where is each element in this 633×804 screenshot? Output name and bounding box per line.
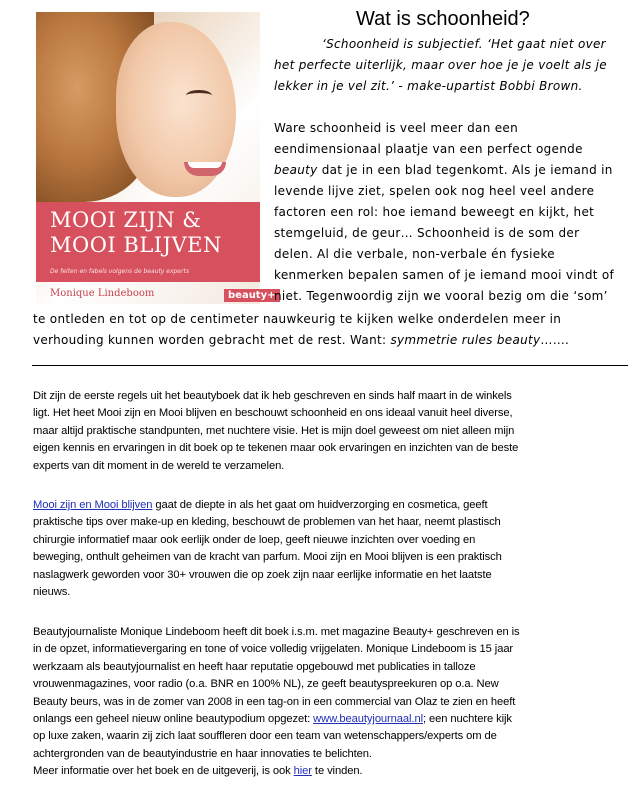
paragraph-text: gaat de diepte in als het gaat om huidverzorging en cosmetica, geeft (152, 499, 488, 511)
book-title-link[interactable]: Mooi zijn en Mooi blijven (33, 499, 153, 511)
paragraph-line: maar altijd praktische standpunten, met nuchtere visie. Het is mijn doel geweest om niet alleen mijn (33, 424, 515, 437)
intro-paragraph-line: delen. Al die verbale, non-verbale én fysieke (274, 247, 555, 261)
paragraph-line: beweging, onthult geheimen van de kracht van parfum. Mooi zijn en Mooi blijven is een praktisch (33, 551, 502, 564)
paragraph-line: nieuws. (33, 585, 71, 598)
intro-paragraph-line (274, 160, 613, 181)
paragraph-line: werkzaam als beautyjournalist en heeft haar reputatie opgebouwd met publicaties in talloze (33, 660, 476, 673)
paragraph-text: ; een nuchtere kijk (422, 712, 512, 725)
cover-eye (186, 90, 212, 101)
intro-paragraph-line (33, 330, 569, 351)
intro-text: verhouding kunnen worden gebracht met de rest. Want: (33, 333, 391, 347)
body-paragraph-2 (33, 497, 633, 601)
page-title: Wat is schoonheid? (356, 8, 530, 30)
intro-text: ……. (540, 333, 570, 347)
paragraph-line: Dit zijn de eerste regels uit het beautyboek dat ik heb geschreven en sinds half maart in de winkels (33, 390, 512, 402)
intro-paragraph-line: stemgeluid, de geur… Schoonheid is de som der (274, 226, 580, 240)
intro-quote-line: het perfecte uiterlijk, maar over hoe je je voelt als je (274, 58, 607, 72)
paragraph-line (33, 763, 633, 780)
cover-subtitle: De feiten en fabels volgens de beauty experts (50, 268, 189, 275)
intro-paragraph-line: kenmerken bepalen samen of je iemand mooi vindt of (274, 268, 615, 282)
paragraph-line: Beauty beurs, was in de zomer van 2008 in een tag-on in een commercial van Olaz te zien en heeft (33, 695, 516, 708)
cover-title-line1: MOOI ZIJN & (50, 208, 202, 232)
paragraph-line: naslagwerk geworden voor 30+ vrouwen die op zoek zijn naar eerlijke informatie en het laatste (33, 568, 492, 581)
intro-paragraph-line: eendimensionaal plaatje van een perfect ogende (274, 142, 583, 156)
more-info-link[interactable]: hier (293, 765, 312, 778)
paragraph-line (33, 711, 633, 728)
intro-paragraph-line: Ware schoonheid is veel meer dan een (274, 121, 518, 135)
intro-paragraph-line: te ontleden en tot op de centimeter nauwkeurig te kijken welke onderdelen meer in (33, 312, 562, 326)
paragraph-line: praktische tips over make-up en kleding, beschouwt de problemen van het haar, neemt plastisch (33, 516, 501, 529)
paragraph-line: in de opzet, informatievergaring en tone of voice volledig vrijgelaten. Monique Lindeboom is 15 jaar (33, 643, 514, 656)
cover-title-line2: MOOI BLIJVEN (50, 233, 222, 257)
paragraph-text: te vinden. (311, 765, 363, 778)
intro-paragraph-line: niet. Tegenwoordig zijn we vooral bezig om die ‘som’ (274, 289, 608, 303)
paragraph-line (33, 497, 633, 514)
paragraph-line: Beautyjournaliste Monique Lindeboom heeft dit boek i.s.m. met magazine Beauty+ geschreven en is (33, 626, 520, 638)
intro-paragraph-line: factoren een rol: hoe iemand beweegt en kijkt, het (274, 205, 595, 219)
beautyjournaal-link[interactable]: www.beautyjournaal.nl (313, 712, 423, 725)
intro-text: dat je in een blad tegenkomt. Als je iemand in (317, 163, 613, 177)
cover-brand-logo: beauty+ (224, 289, 280, 302)
paragraph-text: onlangs een geheel nieuw online beautypodium opgezet: (33, 712, 314, 725)
cover-author: Monique Lindeboom (50, 288, 155, 299)
paragraph-line: ligt. Het heet Mooi zijn en Mooi blijven en beschouwt schoonheid en ons ideaal vanuit heel diverse, (33, 407, 513, 420)
book-cover-image (36, 12, 276, 304)
cover-teeth (188, 162, 222, 168)
paragraph-line: vrouwenmagazines, voor radio (o.a. BNR en 100% NL), ze geeft beautyspreekuren op o.a. New (33, 678, 499, 691)
paragraph-line: achtergronden van de beautyindustrie en haar innovaties te belichten. (33, 747, 372, 760)
horizontal-divider (32, 365, 628, 366)
body-paragraph-3 (33, 624, 633, 781)
intro-quote-line: lekker in je vel zit.’ - make-upartist Bobbi Brown. (274, 79, 583, 93)
intro-emphasis: symmetrie rules beauty (390, 333, 541, 347)
paragraph-line: chirurgie informatief maar ook eerlijk onder de loep, geeft nieuwe inzichten over voeding en (33, 533, 476, 546)
intro-quote-line: ‘Schoonheid is subjectief. ‘Het gaat niet over (322, 37, 606, 51)
paragraph-text: Meer informatie over het boek en de uitgeverij, is ook (33, 765, 294, 778)
intro-emphasis: beauty (274, 163, 318, 177)
body-paragraph-1 (33, 388, 633, 475)
intro-paragraph-line: levende lijve ziet, spelen ook nog heel veel andere (274, 184, 595, 198)
paragraph-line: op luxe zaken, waarin zij zich laat souffleren door een team van wetenschappers/experts om de (33, 730, 497, 743)
paragraph-line: experts van dit moment in de wereld te verzamelen. (33, 459, 285, 472)
paragraph-line: eigen kennis en ervaringen in dit boek op te tekenen maar ook ervaringen en inzichten van de beste (33, 442, 519, 455)
